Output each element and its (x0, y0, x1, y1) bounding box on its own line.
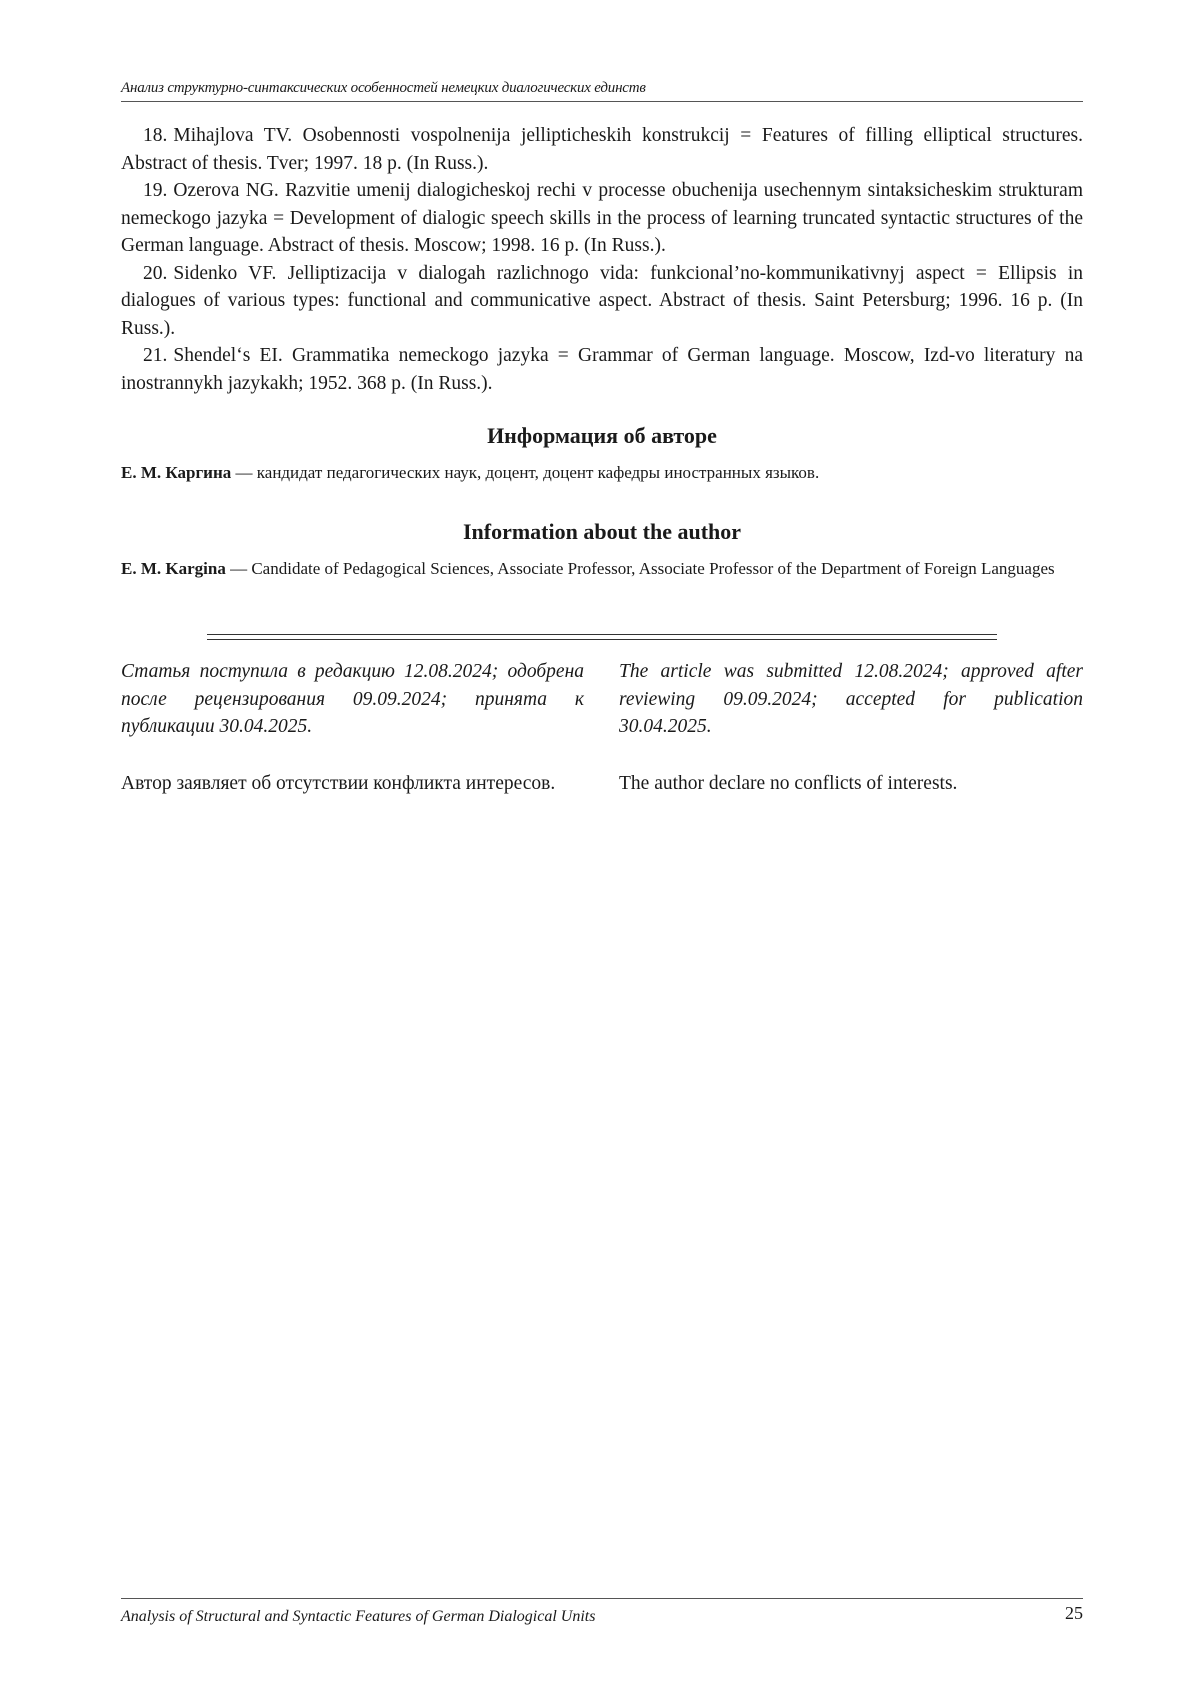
double-rule-divider (207, 634, 997, 640)
page-number: 25 (1065, 1603, 1083, 1623)
reference-number: 21. (143, 345, 168, 366)
conflict-statement-en: The author declare no conflicts of interests. (619, 773, 958, 794)
reference-item (121, 260, 1083, 343)
reference-item (121, 122, 1083, 177)
submission-dates-en: The article was submitted 12.08.2024; approved after reviewing 09.09.2024; accepted for publication 30.04.2025. (619, 661, 1083, 737)
reference-text: Shendel‘s EI. Grammatika nemeckogo jazyka = Grammar of German language. Moscow, Izd-vo literatury na inostrannykh jazykakh; 1952. 368 p. (In Russ.). (121, 345, 1083, 394)
reference-text: Ozerova NG. Razvitie umenij dialogicheskoj rechi v processe obuchenija usechennym sintaksicheskim strukturam nemeckogo jazyka = Development of dialogic speech skills in the process of learning truncated syntactic structures of the German language. Abstract of thesis. Moscow; 1998. 16 p. (In Russ.). (121, 180, 1083, 256)
reference-text: Mihajlova TV. Osobennosti vospolnenija jellipticheskih konstrukcij = Features of filling elliptical structures. Abstract of thesis. Tver; 1997. 18 p. (In Russ.). (121, 125, 1083, 174)
author-description-en: — Candidate of Pedagogical Sciences, Associate Professor, Associate Professor of the Department of Foreign Languages (225, 559, 1055, 578)
reference-number: 19. (143, 180, 168, 201)
author-description-ru: — кандидат педагогических наук, доцент, доцент кафедры иностранных языков. (231, 463, 820, 482)
reference-text: Sidenko VF. Jelliptizacija v dialogah razlichnogo vida: funkcional’no-kommunikativnyj aspect = Ellipsis in dialogues of various types: functional and communicative aspect. Abstract of thesis. Saint Petersburg; 1996. 16 p. (In Russ.). (121, 262, 1083, 339)
submission-dates-ru: Статья поступила в редакцию 12.08.2024; одобрена после рецензирования 09.09.2024; принята к публикации 30.04.2025. (121, 661, 584, 737)
running-footer: Analysis of Structural and Syntactic Features of German Dialogical Units (121, 1608, 596, 1625)
reference-number: 20. (143, 262, 168, 284)
running-header: Анализ структурно-синтаксических особенностей немецких диалогических единств (121, 80, 1083, 102)
author-info-heading-en: Information about the author (462, 519, 742, 544)
conflict-statement-ru: Автор заявляет об отсутствии конфликта интересов. (121, 773, 556, 794)
reference-number: 18. (143, 125, 168, 146)
reference-item (121, 342, 1083, 397)
author-name-en: E. M. Kargina (121, 559, 226, 578)
author-info-en (121, 557, 1083, 581)
reference-item (121, 177, 1083, 260)
author-name-ru: Е. М. Каргина (121, 463, 232, 482)
footer-rule (121, 1598, 1083, 1599)
reference-list (121, 122, 1083, 397)
author-info-heading-ru: Информация об авторе (487, 423, 717, 448)
author-info-ru (121, 461, 1083, 485)
